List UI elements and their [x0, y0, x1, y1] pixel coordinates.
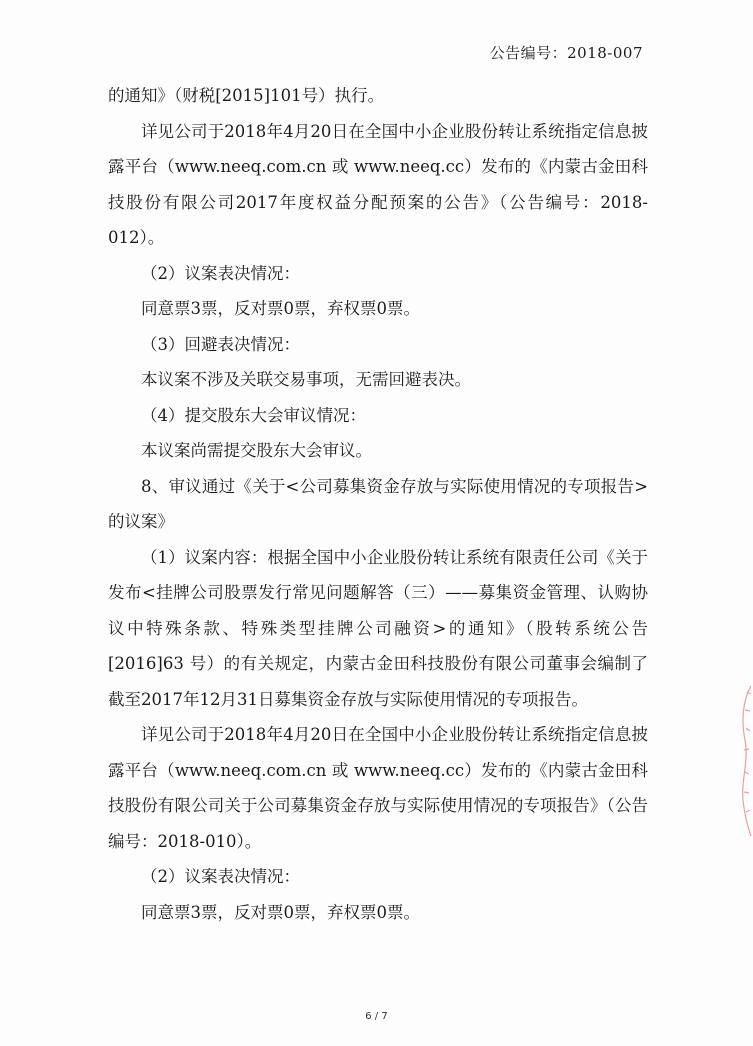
- paragraph-recusal-heading: （3）回避表决情况：: [141, 334, 300, 354]
- page-number: 6 / 7: [365, 1011, 388, 1022]
- document-body: [108, 78, 648, 930]
- seal-stamp-edge: [737, 680, 753, 840]
- paragraph-item-8-title: 8、审议通过《关于<公司募集资金存放与实际使用情况的专项报告>的议案》: [108, 476, 648, 531]
- paragraph-vote-result-2: 同意票3票，反对票0票，弃权票0票。: [141, 902, 420, 922]
- paragraph-details-dividend: 详见公司于2018年4月20日在全国中小企业股份转让系统指定信息披露平台（www.neeq.com.cn 或 www.neeq.cc）发布的《内蒙古金田科技股份有限公司2017年度权益分配预案的公告》（公告编号：2018-012）。: [108, 121, 648, 247]
- paragraph-vote-heading-2: （2）议案表决情况：: [141, 867, 300, 886]
- paragraph-recusal-text: 本议案不涉及关联交易事项，无需回避表决。: [141, 370, 471, 389]
- paragraph-vote-result: 同意票3票，反对票0票，弃权票0票。: [141, 299, 420, 318]
- paragraph-item-8-content: （1）议案内容：根据全国中小企业股份转让系统有限责任公司《关于发布<挂牌公司股票发行常见问题解答（三）——募集资金管理、认购协议中特殊条款、特殊类型挂牌公司融资>的通知》（股转系统公告[2016]63 号）的有关规定，内蒙古金田科技股份有限公司董事会编制了截至2017年12月31日募集资金存放与实际使用情况的专项报告。: [108, 547, 648, 709]
- paragraph-details-report: 详见公司于2018年4月20日在全国中小企业股份转让系统指定信息披露平台（www.neeq.com.cn 或 www.neeq.cc）发布的《内蒙古金田科技股份有限公司关于公司募集资金存放与实际使用情况的专项报告》（公告编号：2018-010）。: [108, 725, 648, 851]
- paragraph-shareholder-heading: （4）提交股东大会审议情况：: [141, 405, 366, 425]
- notice-number: 公告编号：2018-007: [489, 44, 643, 62]
- paragraph-shareholder-text: 本议案尚需提交股东大会审议。: [141, 441, 372, 460]
- paragraph-vote-heading: （2）议案表决情况：: [141, 263, 300, 283]
- paragraph-continuation: 的通知》（财税[2015]101号）执行。: [108, 86, 385, 105]
- seal-stamp-graphic: [737, 680, 753, 840]
